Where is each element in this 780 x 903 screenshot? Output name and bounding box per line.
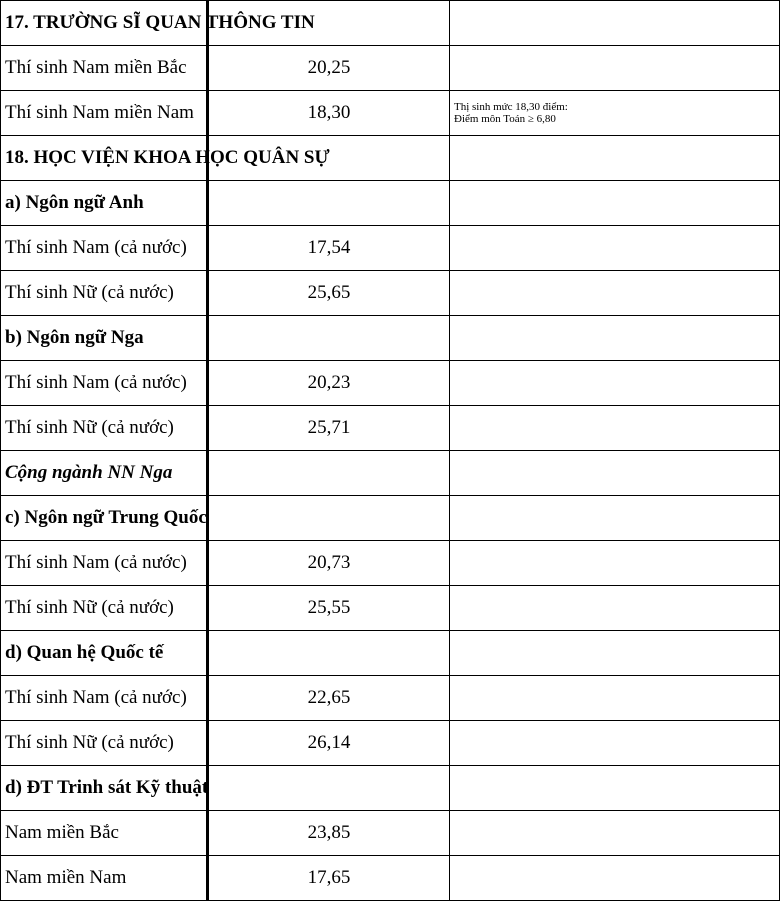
table-row	[1, 91, 780, 136]
section-row	[1, 496, 780, 541]
section-label-cell	[1, 496, 208, 541]
note-cell	[450, 316, 780, 361]
score-cell: 23,85	[208, 811, 450, 856]
score-cell: 18,30	[208, 91, 450, 136]
score-cell: 25,71	[208, 406, 450, 451]
table-row	[1, 541, 780, 586]
section-row	[1, 1, 780, 46]
note-cell	[450, 856, 780, 901]
table-row	[1, 721, 780, 766]
note-cell	[450, 631, 780, 676]
note-cell	[450, 136, 780, 181]
section-label-cell	[1, 136, 330, 181]
note-cell	[450, 811, 780, 856]
section-row	[1, 631, 780, 676]
section-label: 18. HỌC VIỆN KHOA HỌC QUÂN SỰ	[5, 147, 330, 168]
note-cell	[450, 46, 780, 91]
score-cell: 17,65	[208, 856, 450, 901]
score-cell: 20,73	[208, 541, 450, 586]
section-label-cell	[1, 1, 315, 46]
section-row	[1, 766, 780, 811]
label-cell: Thí sinh Nữ (cả nước)	[1, 721, 208, 766]
section-label-cell	[1, 766, 208, 811]
label-cell: Thí sinh Nam miền Nam	[1, 91, 208, 136]
score-cell: 20,23	[208, 361, 450, 406]
label-cell: Thí sinh Nữ (cả nước)	[1, 406, 208, 451]
score-cell	[208, 316, 450, 361]
note-cell	[450, 226, 780, 271]
score-cell: 20,25	[208, 46, 450, 91]
table-row	[1, 676, 780, 721]
note-cell	[450, 271, 780, 316]
score-cell: 22,65	[208, 676, 450, 721]
score-cell: 25,65	[208, 271, 450, 316]
note-cell	[450, 406, 780, 451]
score-cell	[208, 496, 450, 541]
note-cell	[450, 451, 780, 496]
label-cell: Thí sinh Nam (cả nước)	[1, 541, 208, 586]
label-cell: Thí sinh Nữ (cả nước)	[1, 271, 208, 316]
table-row	[1, 226, 780, 271]
label-cell: Nam miền Nam	[1, 856, 208, 901]
table-row	[1, 46, 780, 91]
note-line: Điểm môn Toán ≥ 6,80	[454, 113, 556, 125]
table-row	[1, 856, 780, 901]
section-row	[1, 136, 780, 181]
score-cell: 17,54	[208, 226, 450, 271]
label-cell: Thí sinh Nam (cả nước)	[1, 676, 208, 721]
section-label: d) ĐT Trinh sát Kỹ thuật	[5, 777, 209, 798]
subtotal-row	[1, 451, 780, 496]
score-cell	[208, 451, 450, 496]
section-label-cell: b) Ngôn ngữ Nga	[1, 316, 208, 361]
note-cell	[450, 721, 780, 766]
note-cell	[450, 1, 780, 46]
label-cell: Thí sinh Nam (cả nước)	[1, 361, 208, 406]
note-line: Thị sinh mức 18,30 điểm:	[454, 101, 568, 113]
subtotal-label-cell: Cộng ngành NN Nga	[1, 451, 208, 496]
score-cell	[208, 631, 450, 676]
label-cell: Thí sinh Nam miền Bắc	[1, 46, 208, 91]
section-label: 17. TRƯỜNG SĨ QUAN THÔNG TIN	[5, 12, 315, 33]
label-cell: Nam miền Bắc	[1, 811, 208, 856]
section-row	[1, 181, 780, 226]
table-row	[1, 586, 780, 631]
section-label-cell: a) Ngôn ngữ Anh	[1, 181, 208, 226]
table-row	[1, 811, 780, 856]
score-cell: 26,14	[208, 721, 450, 766]
score-cell: 25,55	[208, 586, 450, 631]
note-cell	[450, 361, 780, 406]
note-cell	[450, 496, 780, 541]
section-row	[1, 316, 780, 361]
section-label-cell: d) Quan hệ Quốc tế	[1, 631, 208, 676]
note-cell	[450, 766, 780, 811]
score-cell	[208, 181, 450, 226]
score-cell	[208, 766, 450, 811]
note-cell	[450, 586, 780, 631]
table-row	[1, 361, 780, 406]
table-row	[1, 271, 780, 316]
note-cell	[450, 676, 780, 721]
table-row	[1, 406, 780, 451]
note-cell	[450, 181, 780, 226]
label-cell: Thí sinh Nam (cả nước)	[1, 226, 208, 271]
note-cell	[450, 541, 780, 586]
note-cell	[450, 91, 780, 136]
label-cell: Thí sinh Nữ (cả nước)	[1, 586, 208, 631]
section-label: c) Ngôn ngữ Trung Quốc	[5, 507, 207, 528]
